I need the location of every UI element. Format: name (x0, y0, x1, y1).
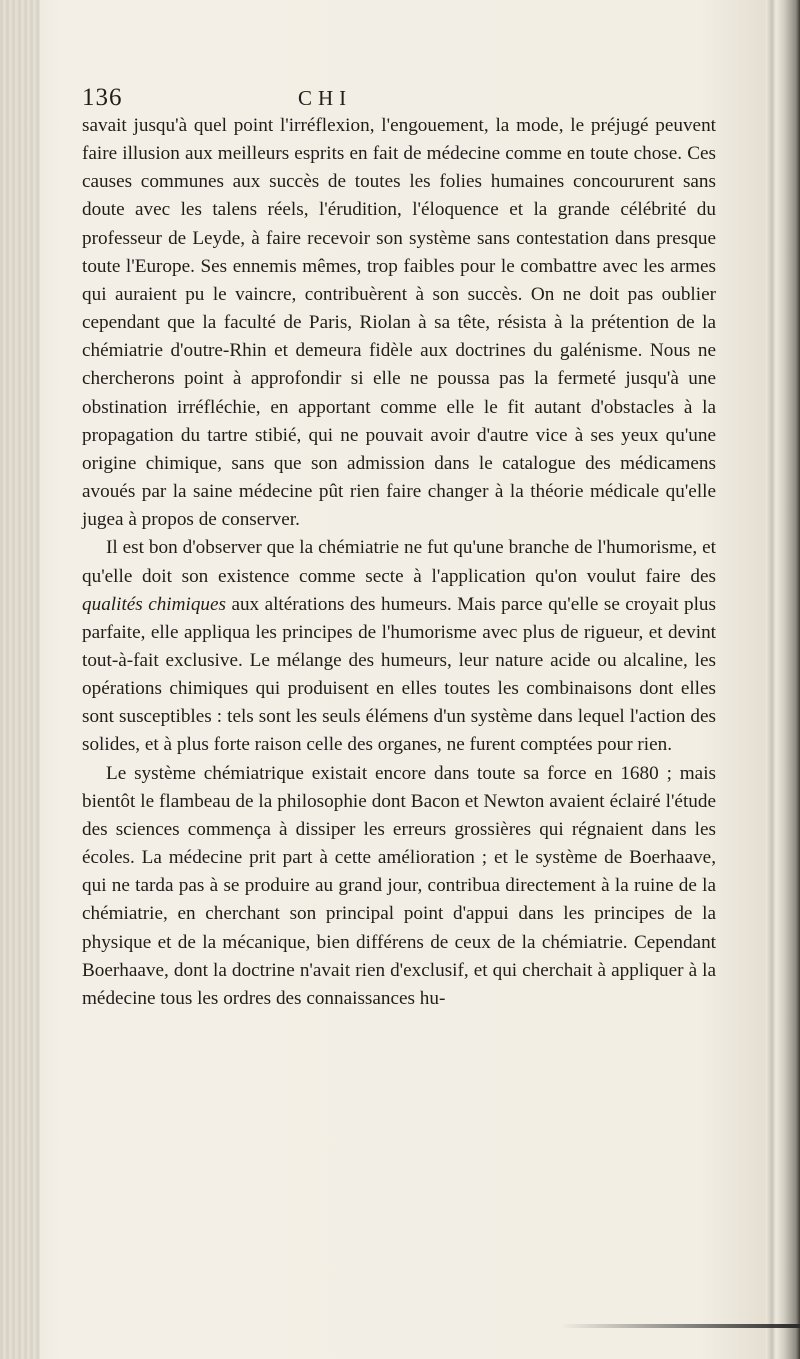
paragraph-2-part-1: Il est bon d'observer que la chémiatrie ne fut qu'une branche de l'humorisme, et qu'elle doit son existence comme secte à l'application qu'on voulut faire des (82, 537, 716, 587)
body-text (82, 112, 716, 1013)
paragraph-1: savait jusqu'à quel point l'irréflexion, l'engouement, la mode, le préjugé peuvent faire illusion aux meilleurs esprits en fait de médecine comme en toute chose. Ces causes communes aux succès de toutes les folies humaines concoururent sans doute avec les talens réels, l'érudition, l'éloquence et la grande célébrité du professeur de Leyde, à faire recevoir son système sans contestation dans presque toute l'Europe. Ses ennemis mêmes, trop faibles pour le combattre avec les armes qui auraient pu le vaincre, contribuèrent à son succès. On ne doit pas oublier cependant que la faculté de Paris, Riolan à sa tête, résista à la prétention de la chémiatrie d'outre-Rhin et demeura fidèle aux doctrines du galénisme. Nous ne chercherons point à approfondir si elle ne poussa pas la fermeté jusqu'à une obstination irréfléchie, en apportant comme elle le fit autant d'obstacles à la propagation du tartre stibié, qui ne pouvait avoir d'autre vice à ses yeux qu'une origine chimique, sans que son admission dans le catalogue des médicamens avoués par la saine médecine pût rien faire changer à la théorie médicale qu'elle jugea à propos de conserver. (82, 115, 716, 531)
running-head: CHI (298, 86, 353, 110)
page-left-edge (0, 0, 40, 1359)
bottom-edge-shadow (560, 1324, 800, 1328)
italic-emphasis: qualités chimiques (82, 593, 226, 615)
page-number: 136 (82, 84, 123, 111)
paragraph-2-part-2: aux altérations des humeurs. Mais parce qu'elle se croyait plus parfaite, elle appliqua les principes de l'humorisme avec plus de rigueur, et devint tout-à-fait exclusive. Le mélange des humeurs, leur nature acide ou alcaline, les opérations chimiques qui produisent en elles toutes les combinaisons dont elles sont susceptibles : tels sont les seuls élémens d'un système dans lequel l'action des solides, et à plus forte raison celle des organes, ne furent comptées pour rien. (82, 593, 716, 756)
paragraph-3: Le système chémiatrique existait encore dans toute sa force en 1680 ; mais bientôt le flambeau de la philosophie dont Bacon et Newton avaient éclairé l'étude des sciences commença à dissiper les erreurs grossières qui régnaient dans les écoles. La médecine prit part à cette amélioration ; et le système de Boerhaave, qui ne tarda pas à se produire au grand jour, contribua directement à la ruine de la chémiatrie, en cherchant son principal point d'appui dans les principes de la physique et de la mécanique, bien différens de ceux de la chémiatrie. Cependant Boerhaave, dont la doctrine n'avait rien d'exclusif, et qui cherchait à appliquer à la médecine tous les ordres des connaissances hu- (82, 762, 716, 1009)
paragraph-2 (82, 534, 716, 759)
page-right-edge (766, 0, 800, 1359)
